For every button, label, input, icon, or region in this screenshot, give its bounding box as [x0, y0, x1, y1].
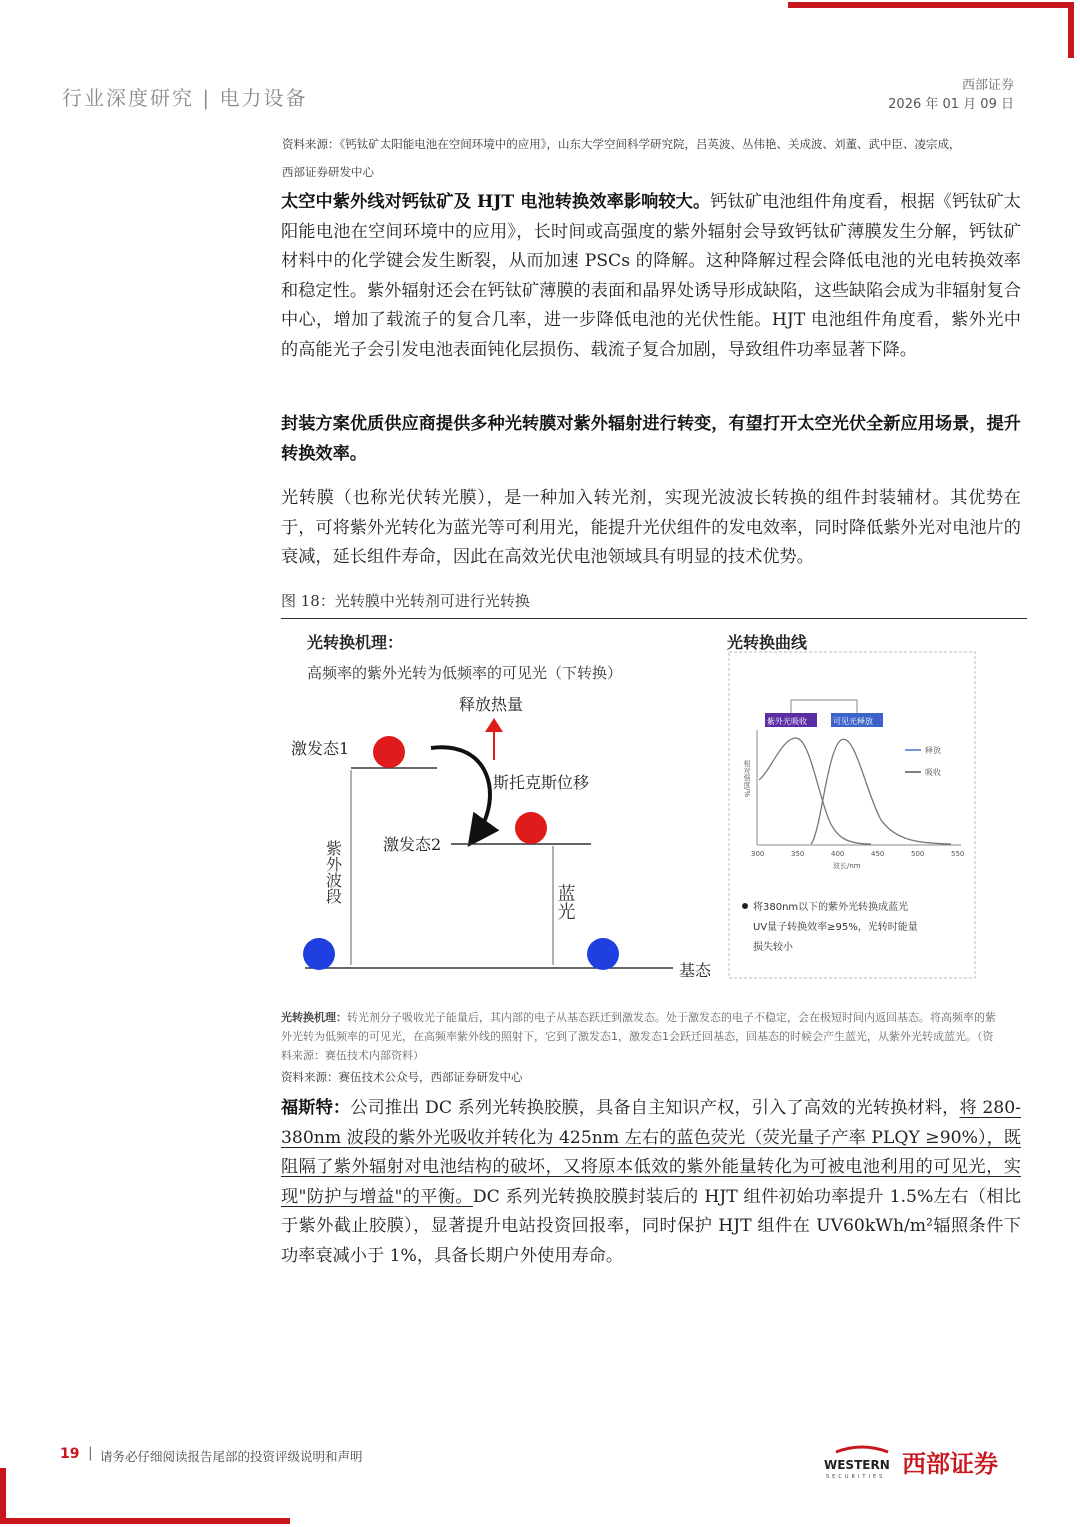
paragraph-2: 封装方案优质供应商提供多种光转膜对紫外辐射进行转变，有望打开太空光伏全新应用场景，提升转换效率。: [281, 414, 1021, 464]
paragraph-1-lead: 太空中紫外线对钙钛矿及 HJT 电池转换效率影响较大。: [281, 192, 711, 212]
header-company: 西部证券: [961, 78, 1014, 93]
red-ball-excited-2: [515, 812, 547, 844]
bottom-red-rule-vertical: [0, 1468, 6, 1524]
paragraph-4-intro: 公司推出 DC 系列光转换胶膜，具备自主知识产权，引入了高效的光转换材料，: [350, 1098, 960, 1118]
source-top: [282, 130, 1022, 186]
legend-absorb: 吸收: [925, 768, 941, 777]
ground-state-label: 基态: [679, 961, 712, 980]
uv-band-label: 紫外波段: [323, 840, 343, 904]
top-red-rule-vertical: [1068, 2, 1074, 58]
xtick: 500: [911, 850, 925, 858]
paragraph-3: 光转膜（也称光伏转光膜），是一种加入转光剂，实现光波波长转换的组件封装辅材。其优势在于，可将紫外光转化为蓝光等可利用光，能提升光伏组件的发电效率，同时降低紫外光对电池片的衰减，延长组件寿命，因此在高效光伏电池领域具有明显的技术优势。: [281, 488, 1021, 567]
source-figure: 资料来源：赛伍技术公众号，西部证券研发中心: [281, 1070, 523, 1084]
bullet-line-2: UV量子转换效率≥95%，光转时能量: [753, 922, 918, 933]
paragraph-4: [281, 1094, 1021, 1271]
tag-absorb: 紫外光吸收: [767, 717, 807, 726]
logo-sub: SECURITIES: [826, 1474, 886, 1480]
mechanism-subtitle: 高频率的紫外光转为低频率的可见光（下转换）: [307, 664, 623, 682]
logo-en: WESTERN: [824, 1458, 890, 1472]
excited-state-2-label: 激发态2: [383, 835, 442, 854]
bullet-line-3: 损失较小: [753, 942, 793, 953]
curve-xlabel: 波长/nm: [833, 862, 861, 870]
tag-emit: 可见光释放: [833, 717, 873, 726]
xtick: 300: [751, 850, 765, 858]
header-date: 2026 年 01 月 09 日: [888, 97, 1014, 112]
logo-cn: 西部证券: [902, 1450, 998, 1478]
blue-light-label: 蓝光: [554, 884, 576, 920]
legend-emit: 释放: [925, 746, 941, 755]
bottom-red-rule: [0, 1518, 290, 1524]
bullet-dot: [742, 903, 748, 909]
heat-arrow-icon: [485, 718, 503, 760]
blue-ball-ground-right: [587, 938, 619, 970]
paragraph-1: [281, 188, 1021, 365]
source-top-line2: 西部证券研发中心: [282, 165, 374, 179]
top-red-rule: [788, 2, 1074, 8]
stokes-shift-label: 斯托克斯位移: [493, 773, 590, 792]
light-conversion-diagram: [281, 620, 1027, 1010]
logo-arc-icon: [836, 1447, 888, 1452]
excited-state-1-label: 激发态1: [291, 739, 350, 758]
figure-note-label: 光转换机理：: [281, 1011, 347, 1024]
absorb-curve: [759, 738, 871, 844]
source-top-line1: 资料来源：《钙钛矿太阳能电池在空间环境中的应用》，山东大学空间科学研究院，吕英波、丛伟艳、关成波、刘董、武中臣、凌宗成，: [282, 137, 961, 151]
header-section: 行业深度研究 | 电力设备: [62, 86, 308, 110]
figure-caption: 图 18：光转膜中光转剂可进行光转换: [281, 592, 530, 610]
figure-note-text: 转光剂分子吸收光子能量后，其内部的电子从基态跃迁到激发态。处于激发态的电子不稳定，会在极短时间内返回基态。将高频率的紫外光转为低频率的可见光，在高频率紫外线的照射下，它到了激发态1，激发态1会跃迁回基态，回基态的时候会产生蓝光，从紫外光转成蓝光。（资料来源：赛伍技术内部资料）: [281, 1011, 996, 1062]
blue-ball-ground-left: [303, 938, 335, 970]
xtick: 350: [791, 850, 805, 858]
paragraph-4-rest: DC 系列光转换胶膜封装后的 HJT 组件初始功率提升 1.5%左右（相比于紫外截止胶膜），显著提升电站投资回报率，同时保护 HJT 组件在 UV60kWh/m²辐照条件下功率衰减小于 1%，具备长期户外使用寿命。: [281, 1186, 1022, 1266]
figure-note: [281, 1008, 1001, 1065]
bullet-line-1: 将380nm以下的紫外光转换成蓝光: [753, 902, 909, 913]
paragraph-1-body: 钙钛矿电池组件角度看，根据《钙钛矿太阳能电池在空间环境中的应用》，长时间或高强度的紫外辐射会导致钙钛矿薄膜发生分解，钙钛矿材料中的化学键会发生断裂，从而加速 PSCs 的降解。这种降解过程会降低电池的光电转换效率和稳定性。紫外辐射还会在钙钛矿薄膜的表面和晶界处诱导形成缺陷，这些缺陷会成为非辐射复合中心，增加了载流子的复合几率，进一步降低电池的光伏性能。HJT 电池组件角度看，紫外光中的高能光子会引发电池表面钝化层损伤、载流子复合加剧，导致组件功率显著下降。: [281, 192, 1021, 360]
stokes-shift-arrow: [431, 747, 490, 834]
footer-page-number: 19: [60, 1446, 80, 1462]
mechanism-title: 光转换机理：: [307, 633, 404, 652]
curve-title: 光转换曲线: [727, 633, 808, 652]
xtick: 450: [871, 850, 885, 858]
red-ball-excited-1: [373, 736, 405, 768]
company-logo: [822, 1442, 1022, 1482]
paragraph-4-underlined: 将 280-380nm 波段的紫外光吸收并转化为 425nm 左右的蓝色荧光（荧光量子产率 PLQY ≥90%），既阻隔了紫外辐射对电池结构的破坏，又将原本低效的紫外能量转化为可被电池利用的可见光，实现"防护与增益"的平衡。: [281, 1098, 1021, 1207]
footer-separator: |: [88, 1445, 93, 1461]
heat-label: 释放热量: [459, 695, 524, 714]
curve-ylabel: 相对强度/%: [743, 760, 751, 798]
xtick: 550: [951, 850, 965, 858]
footer-disclaimer: 请务必仔细阅读报告尾部的投资评级说明和声明: [100, 1449, 363, 1464]
paragraph-4-lead: 福斯特：: [281, 1098, 351, 1118]
tag-connector: [791, 700, 857, 713]
xtick: 400: [831, 850, 845, 858]
figure-rule: [281, 618, 1027, 619]
